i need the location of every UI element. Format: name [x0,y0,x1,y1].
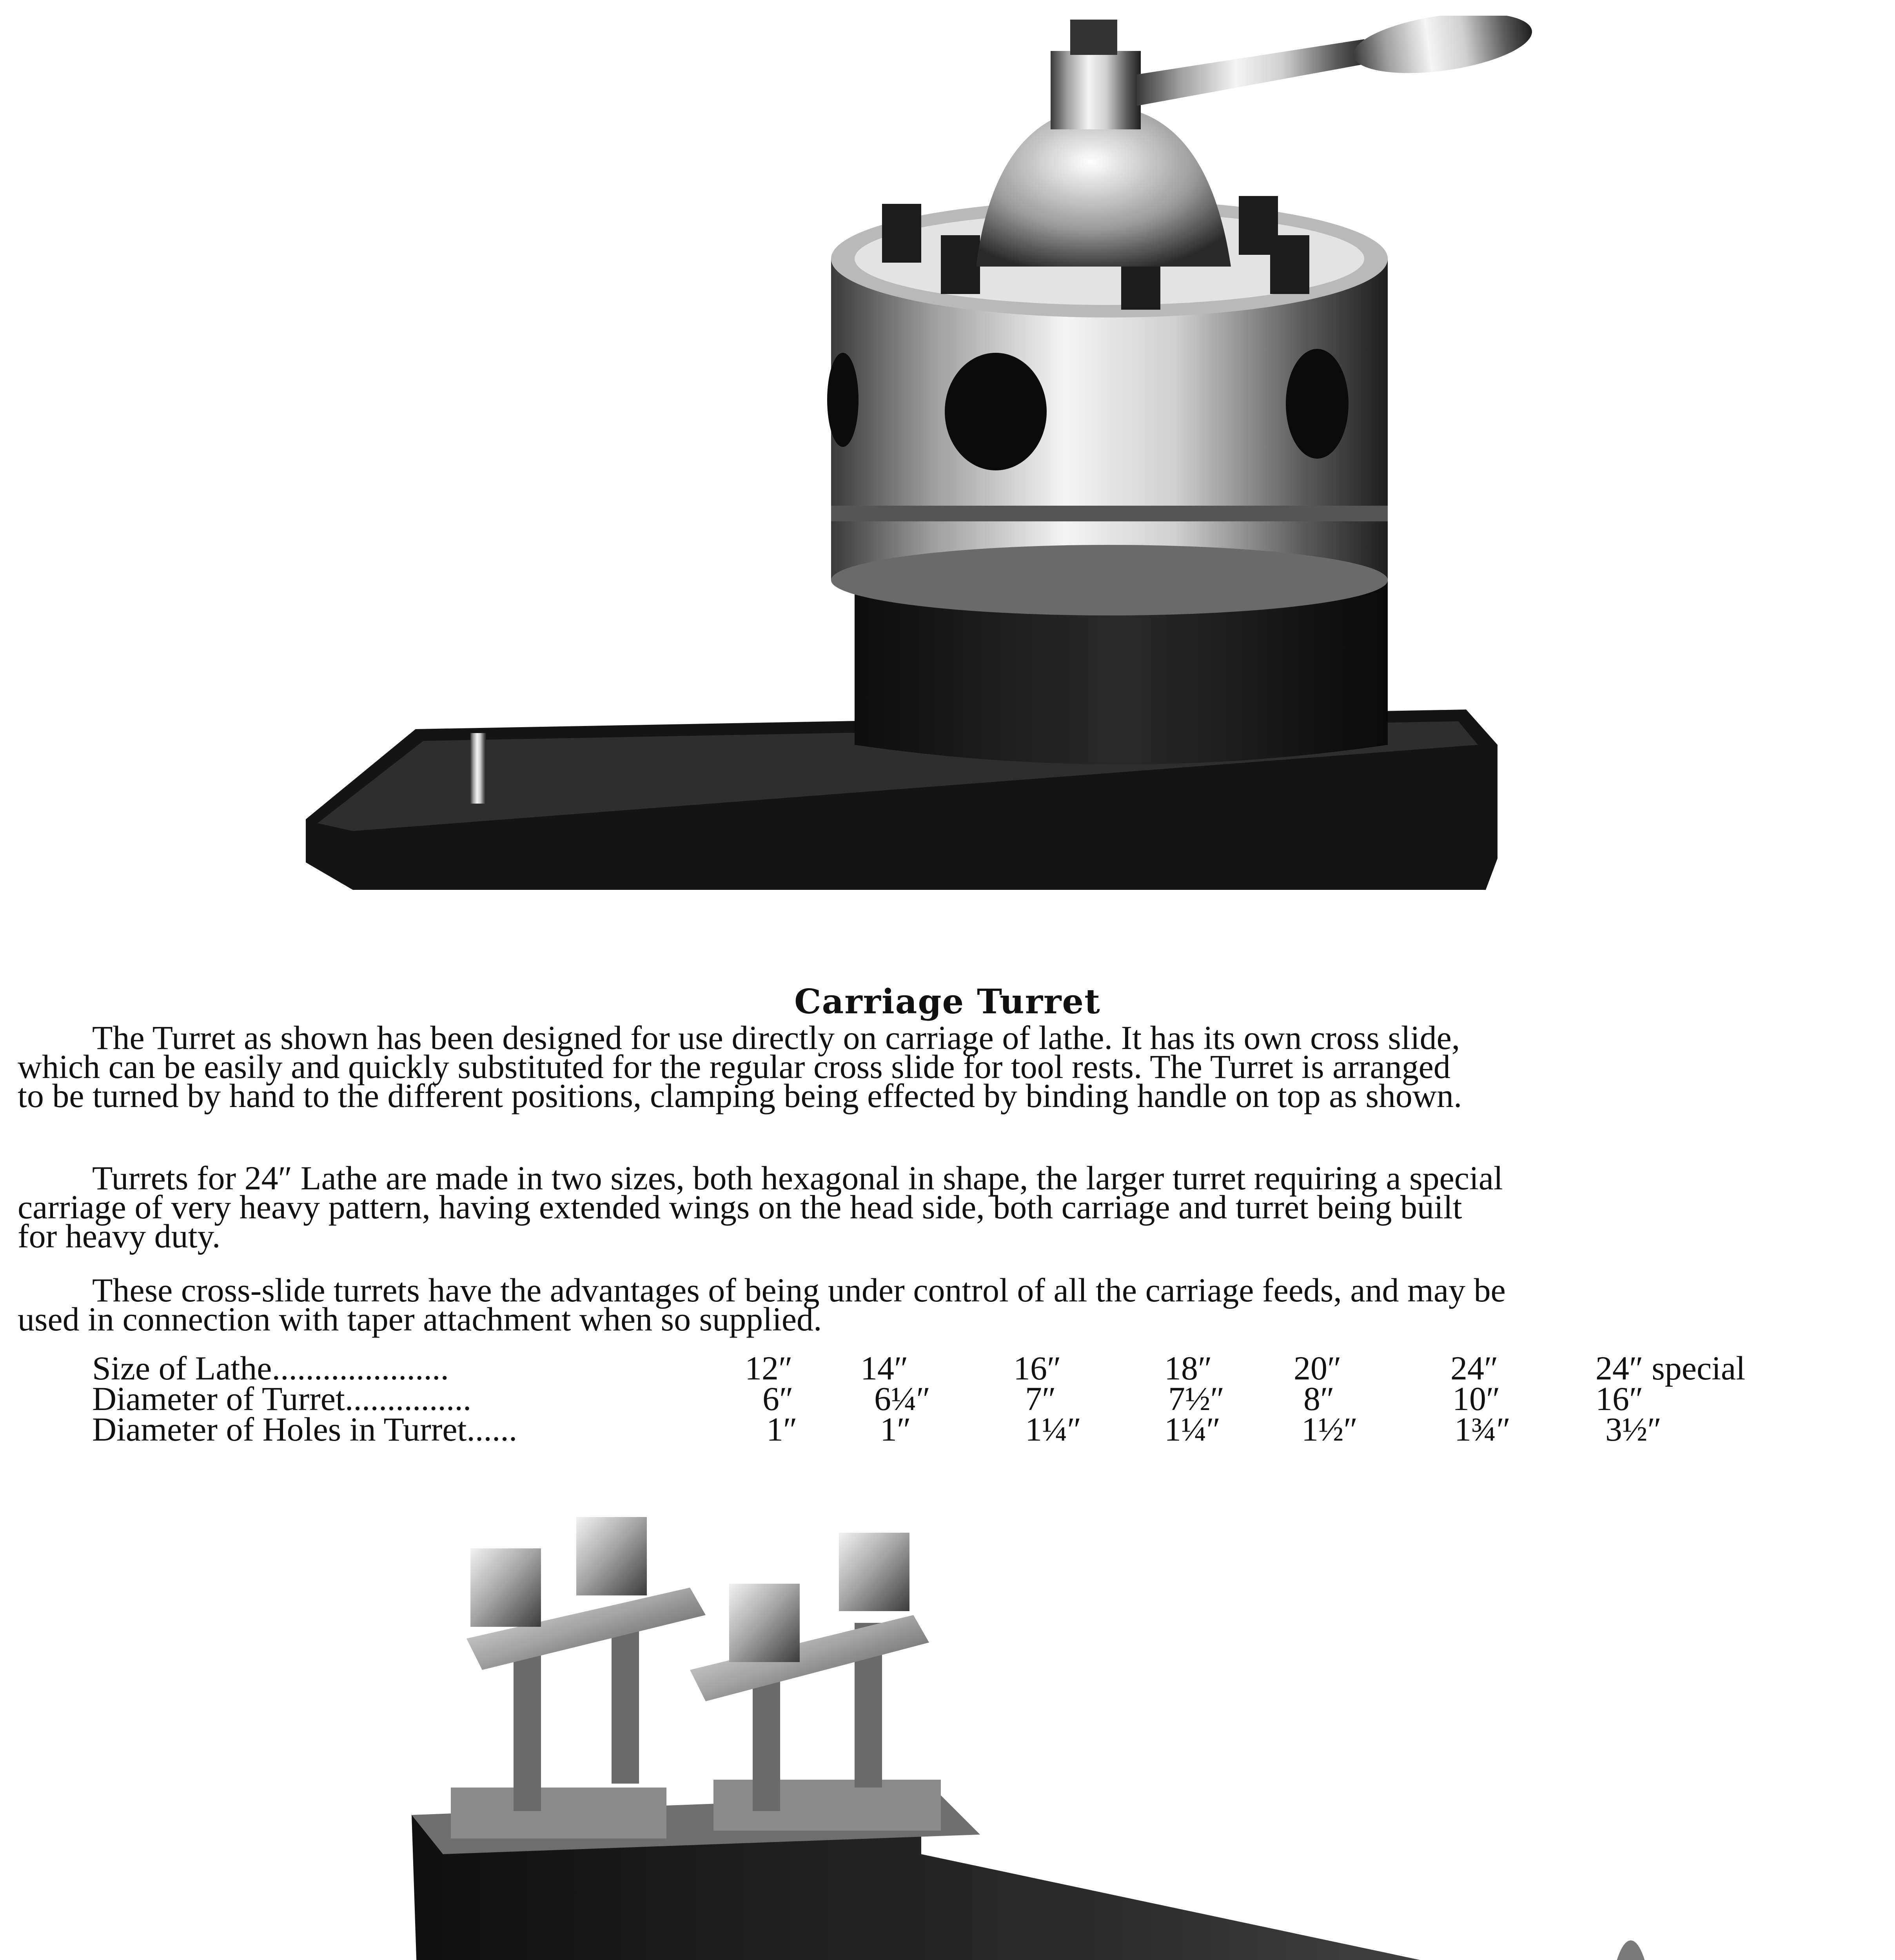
spec-value: 6″ [762,1380,793,1417]
carriage-turret-paragraph-2 [18,1159,1876,1255]
carriage-turret-title: Carriage Turret [794,982,1101,1022]
text-line: The Turret as shown has been designed for use directly on carriage of lathe. It has its own cross slide, [92,1019,1460,1056]
spec-value: 18″ [1164,1349,1212,1387]
spec-label: Diameter of Turret............... [92,1380,472,1417]
text-line: for heavy duty. [18,1217,221,1255]
binding-dome [976,106,1231,267]
special-compound-rest-illustration [392,1482,1756,1960]
spec-value: 24″ [1450,1349,1498,1387]
carriage-turret-illustration [306,16,1584,972]
spec-value: 12″ [745,1349,793,1387]
text-line: Turrets for 24″ Lathe are made in two sizes, both hexagonal in shape, the larger turret requiring a special [92,1159,1503,1197]
text-line: carriage of very heavy pattern, having extended wings on the head side, both carriage and turret being built [18,1188,1462,1226]
locating-pin-icon [470,733,486,804]
spec-value: 1½″ [1301,1410,1358,1448]
text-line: These cross-slide turrets have the advantages of being under control of all the carriage feeds, and may be [92,1271,1506,1309]
spec-value: 24″ special [1596,1349,1746,1387]
tool-seat-left [451,1788,666,1838]
tool-hole-icon [1286,349,1349,459]
spec-value: 3½″ [1605,1410,1662,1448]
text-line: to be turned by hand to the different positions, clamping being effected by binding handle on top as shown. [18,1077,1462,1114]
spec-value: 7½″ [1168,1380,1225,1417]
spec-value: 1″ [880,1410,911,1448]
spec-value: 16″ [1596,1380,1643,1417]
text-line: which can be easily and quickly substituted for the regular cross slide for tool rests. The Turret is arranged [18,1048,1450,1085]
spec-value: 14″ [860,1349,908,1387]
feed-screw-crank-icon [1529,1940,1754,1960]
spec-label: Size of Lathe..................... [92,1349,449,1387]
tool-seat-right [713,1780,941,1831]
spec-value: 16″ [1013,1349,1061,1387]
binding-handle-icon [1051,16,1536,129]
spec-label: Diameter of Holes in Turret...... [92,1410,517,1448]
tool-hole-icon [827,353,859,447]
tool-hole-icon [945,353,1047,470]
spec-value: 7″ [1025,1380,1056,1417]
tool-strap-right [690,1615,929,1701]
spec-value: 1″ [766,1410,797,1448]
spec-value: 10″ [1452,1380,1500,1417]
spec-value: 1¾″ [1454,1410,1511,1448]
spec-value: 6¼″ [874,1380,931,1417]
spec-value: 20″ [1294,1349,1341,1387]
carriage-turret-paragraph-1 [18,1019,1876,1114]
carriage-turret-paragraph-3 [18,1271,1876,1338]
text-line: used in connection with taper attachment when so supplied. [18,1300,822,1338]
spec-value: 8″ [1303,1380,1334,1417]
spec-value: 1¼″ [1025,1410,1082,1448]
spec-value: 1¼″ [1164,1410,1221,1448]
